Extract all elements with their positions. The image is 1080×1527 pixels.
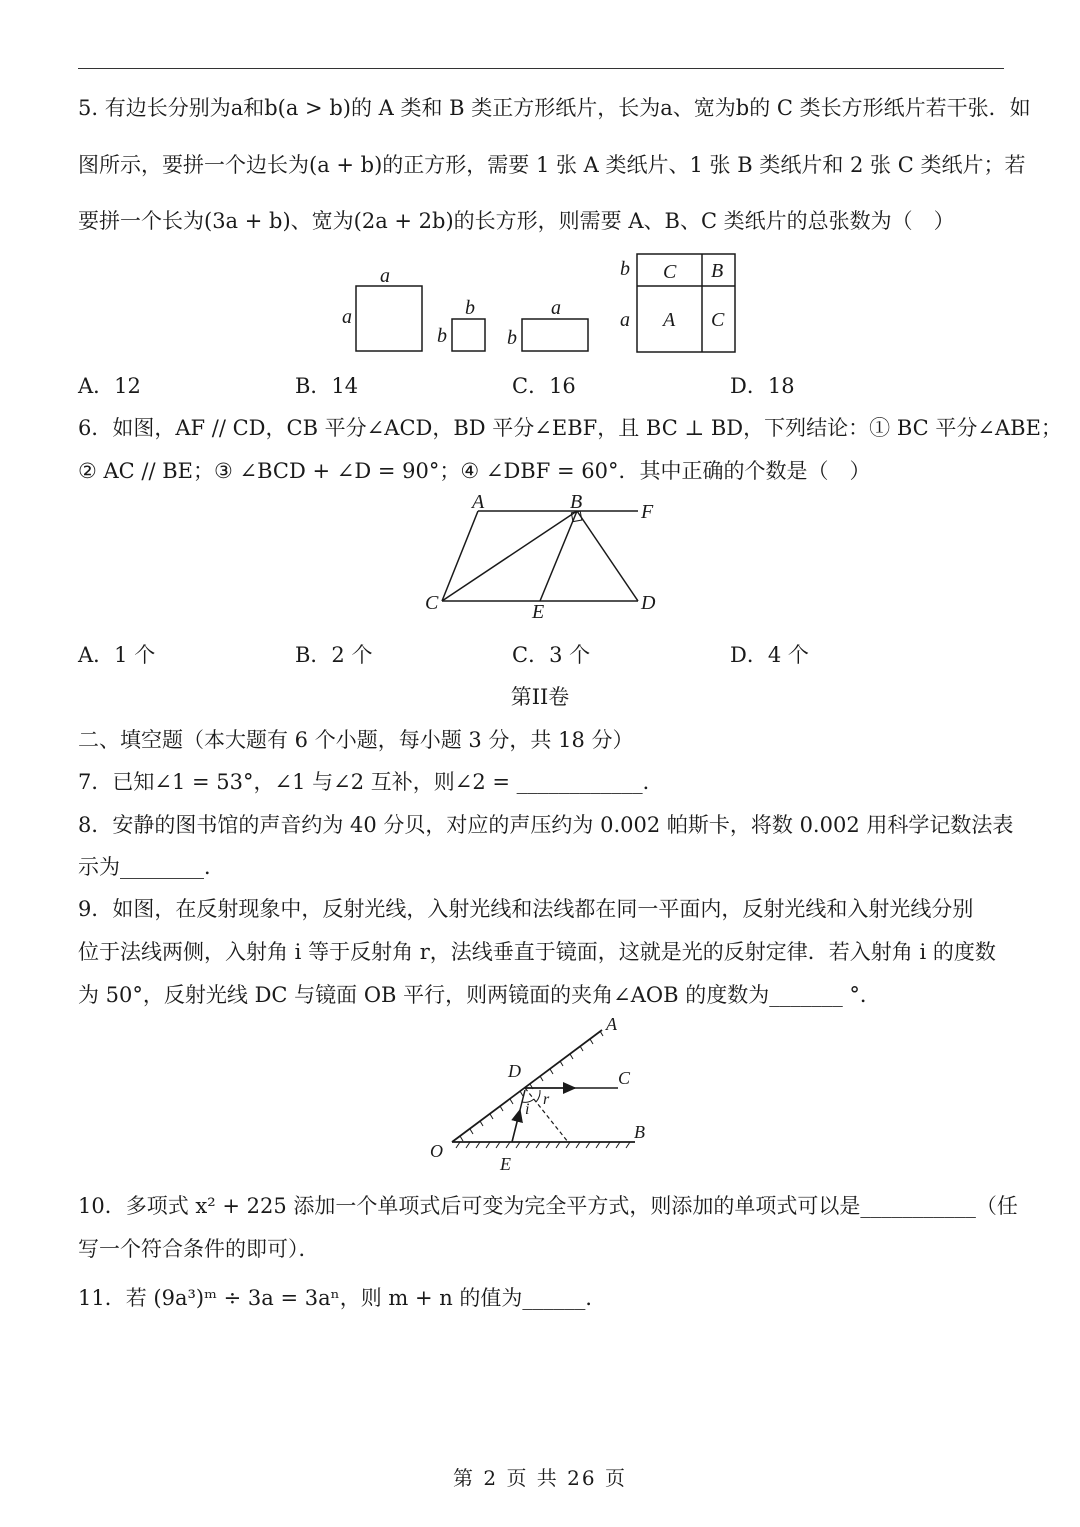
label-E: E [500,1154,511,1174]
label-r: r [543,1091,550,1108]
label-a-top: a [380,265,390,287]
label-A: A [472,491,485,513]
q6-line2: ② AC // BE；③ ∠BCD + ∠D = 90°；④ ∠DBF = 60°．其中正确的个数是（ ） [78,459,871,483]
q5-line2: 图所示，要拼一个边长为(a + b)的正方形，需要 1 张 A 类纸片、1 张 B 类纸片和 2 张 C 类纸片；若 [78,153,1026,177]
q6-option-b[interactable]: B．2 个 [295,643,373,667]
q5-option-b[interactable]: B．14 [295,374,359,398]
label-big-a: a [620,309,630,331]
q8-line2: 示为________． [78,855,225,879]
cell-c2: C [711,309,725,331]
page-footer: 第 2 页 共 26 页 [453,1466,627,1490]
label-i: i [525,1101,530,1118]
label-D: D [641,592,656,614]
section2-heading: 二、填空题（本大题有 6 个小题，每小题 3 分，共 18 分） [78,728,634,752]
label-c-side: b [507,327,517,349]
label-B: B [570,491,583,513]
label-B: B [634,1122,645,1142]
label-b-top: b [465,297,475,319]
label-C: C [425,592,439,614]
label-A: A [606,1014,617,1034]
label-F: F [641,501,654,523]
q8-line1: 8．安静的图书馆的声音约为 40 分贝，对应的声压约为 0.002 帕斯卡，将数 0.002 用科学记数法表 [78,813,1014,837]
q9-figure [420,1010,670,1180]
label-c-top: a [551,297,561,319]
q5-option-a[interactable]: A．12 [78,374,141,398]
label-E: E [532,601,545,620]
cell-b: B [711,260,724,282]
label-O: O [430,1141,443,1161]
q11-line1: 11．若 (9a³)ᵐ ÷ 3a = 3aⁿ，则 m + n 的值为______． [78,1286,607,1310]
label-D: D [508,1061,521,1081]
q5-option-d[interactable]: D．18 [730,374,795,398]
cell-c1: C [663,261,677,283]
square-a [356,286,422,351]
header-rule [78,68,1004,69]
label-b-side: b [437,325,447,347]
label-C: C [618,1068,631,1088]
q5-option-c[interactable]: C．16 [512,374,576,398]
rect-c [522,319,588,351]
q9-line1: 9．如图，在反射现象中，反射光线，入射光线和法线都在同一平面内，反射光线和入射光线分别 [78,897,974,921]
q10-line1: 10．多项式 x² + 225 添加一个单项式后可变为完全平方式，则添加的单项式可以是___________（任 [78,1194,1018,1218]
label-a-side: a [342,306,352,328]
q6-figure [420,490,660,620]
q7-line1: 7．已知∠1 = 53°，∠1 与∠2 互补，则∠2 = ____________． [78,770,664,794]
q6-option-a[interactable]: A．1 个 [78,643,156,667]
label-big-b: b [620,258,630,280]
cell-a: A [663,309,676,331]
q9-line3: 为 50°，反射光线 DC 与镜面 OB 平行，则两镜面的夹角∠AOB 的度数为_______ °． [78,983,881,1007]
part2-title: 第II卷 [510,685,570,709]
q6-option-c[interactable]: C．3 个 [512,643,591,667]
q5-line3: 要拼一个长为(3a + b)、宽为(2a + 2b)的长方形，则需要 A、B、C 类纸片的总张数为（ ） [78,209,955,233]
q6-line1: 6．如图，AF // CD，CB 平分∠ACD，BD 平分∠EBF，且 BC ⊥ BD，下列结论：① BC 平分∠ABE； [78,416,1062,440]
q10-line2: 写一个符合条件的即可）． [78,1237,320,1261]
q5-line1: 5. 有边长分别为a和b(a > b)的 A 类和 B 类正方形纸片，长为a、宽为b的 C 类长方形纸片若干张．如 [78,96,1031,120]
square-b [452,319,485,351]
q9-line2: 位于法线两侧，入射角 i 等于反射角 r，法线垂直于镜面，这就是光的反射定律．若入射角 i 的度数 [78,940,996,964]
q6-option-d[interactable]: D．4 个 [730,643,809,667]
q5-figure [330,250,750,360]
